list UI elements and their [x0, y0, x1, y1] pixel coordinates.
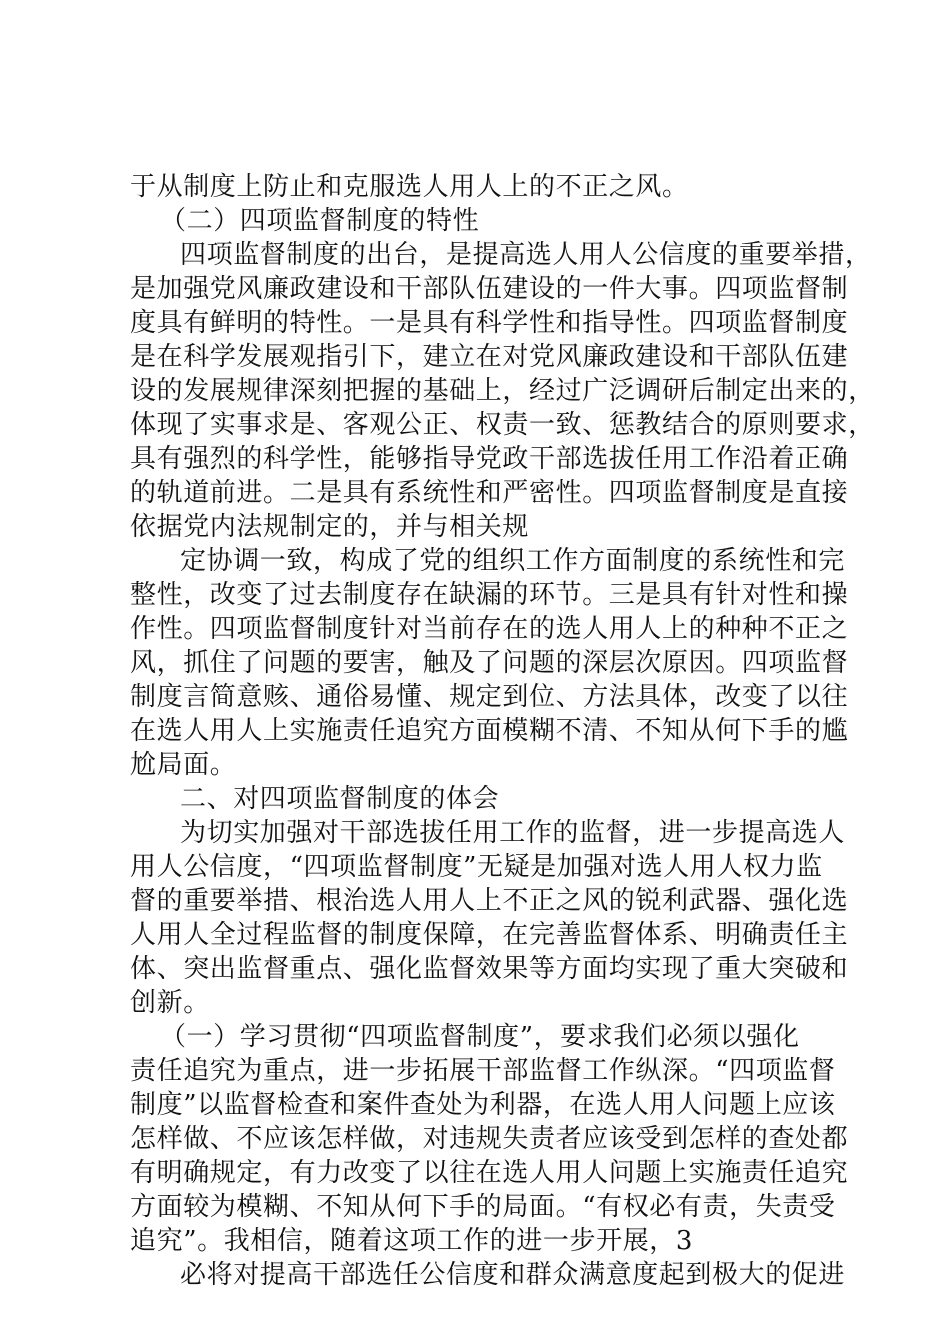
text-line: 度具有鲜明的特性。一是具有科学性和指导性。四项监督制度 — [130, 308, 849, 338]
text-line: 制度言简意赅、通俗易懂、规定到位、方法具体，改变了以往 — [130, 682, 849, 712]
text-line: 体、突出监督重点、强化监督效果等方面均实现了重大突破和 — [130, 954, 849, 984]
text-line: 四项监督制度的出台，是提高选人用人公信度的重要举措， — [180, 240, 872, 270]
text-line: 的轨道前进。二是具有系统性和严密性。四项监督制度是直接 — [130, 478, 849, 508]
text-line: （一）学习贯彻“四项监督制度”，要求我们必须以强化 — [160, 1022, 800, 1052]
section-heading: 二、对四项监督制度的体会 — [180, 784, 500, 814]
text-line: 具有强烈的科学性，能够指导党政干部选拔任用工作沿着正确 — [130, 444, 849, 474]
text-line: 作性。四项监督制度针对当前存在的选人用人上的种种不正之 — [130, 614, 849, 644]
text-line: 在选人用人上实施责任追究方面模糊不清、不知从何下手的尴 — [130, 716, 849, 746]
text-line: 定协调一致，构成了党的组织工作方面制度的系统性和完 — [180, 546, 846, 576]
text-line: 用人公信度，“四项监督制度”无疑是加强对选人用人权力监 — [130, 852, 823, 882]
text-line: 设的发展规律深刻把握的基础上，经过广泛调研后制定出来的， — [130, 376, 875, 406]
text-line: 风，抓住了问题的要害，触及了问题的深层次原因。四项监督 — [130, 648, 849, 678]
text-line: 为切实加强对干部选拔任用工作的监督，进一步提高选人 — [180, 818, 846, 848]
text-line: 是在科学发展观指引下，建立在对党风廉政建设和干部队伍建 — [130, 342, 849, 372]
section-heading: （二）四项监督制度的特性 — [160, 206, 480, 236]
text-line: 整性，改变了过去制度存在缺漏的环节。三是具有针对性和操 — [130, 580, 849, 610]
text-line: 追究”。我相信，随着这项工作的进一步开展，3 — [130, 1226, 694, 1256]
text-line: 于从制度上防止和克服选人用人上的不正之风。 — [130, 172, 689, 202]
text-line: 必将对提高干部选任公信度和群众满意度起到极大的促进 — [180, 1260, 846, 1290]
text-line: 人用人全过程监督的制度保障，在完善监督体系、明确责任主 — [130, 920, 849, 950]
text-line: 尬局面。 — [130, 750, 237, 780]
text-line: 方面较为模糊、不知从何下手的局面。“有权必有责，失责受 — [130, 1192, 836, 1222]
text-line: 制度”以监督检查和案件查处为利器，在选人用人问题上应该 — [130, 1090, 836, 1120]
text-line: 创新。 — [130, 988, 210, 1018]
text-line: 督的重要举措、根治选人用人上不正之风的锐利武器、强化选 — [130, 886, 849, 916]
text-line: 是加强党风廉政建设和干部队伍建设的一件大事。四项监督制 — [130, 274, 849, 304]
text-line: 体现了实事求是、客观公正、权责一致、惩教结合的原则要求， — [130, 410, 875, 440]
text-line: 怎样做、不应该怎样做，对违规失责者应该受到怎样的查处都 — [130, 1124, 849, 1154]
text-line: 有明确规定，有力改变了以往在选人用人问题上实施责任追究 — [130, 1158, 849, 1188]
text-line: 依据党内法规制定的，并与相关规 — [130, 512, 530, 542]
text-line: 责任追究为重点，进一步拓展干部监督工作纵深。“四项监督 — [130, 1056, 836, 1086]
